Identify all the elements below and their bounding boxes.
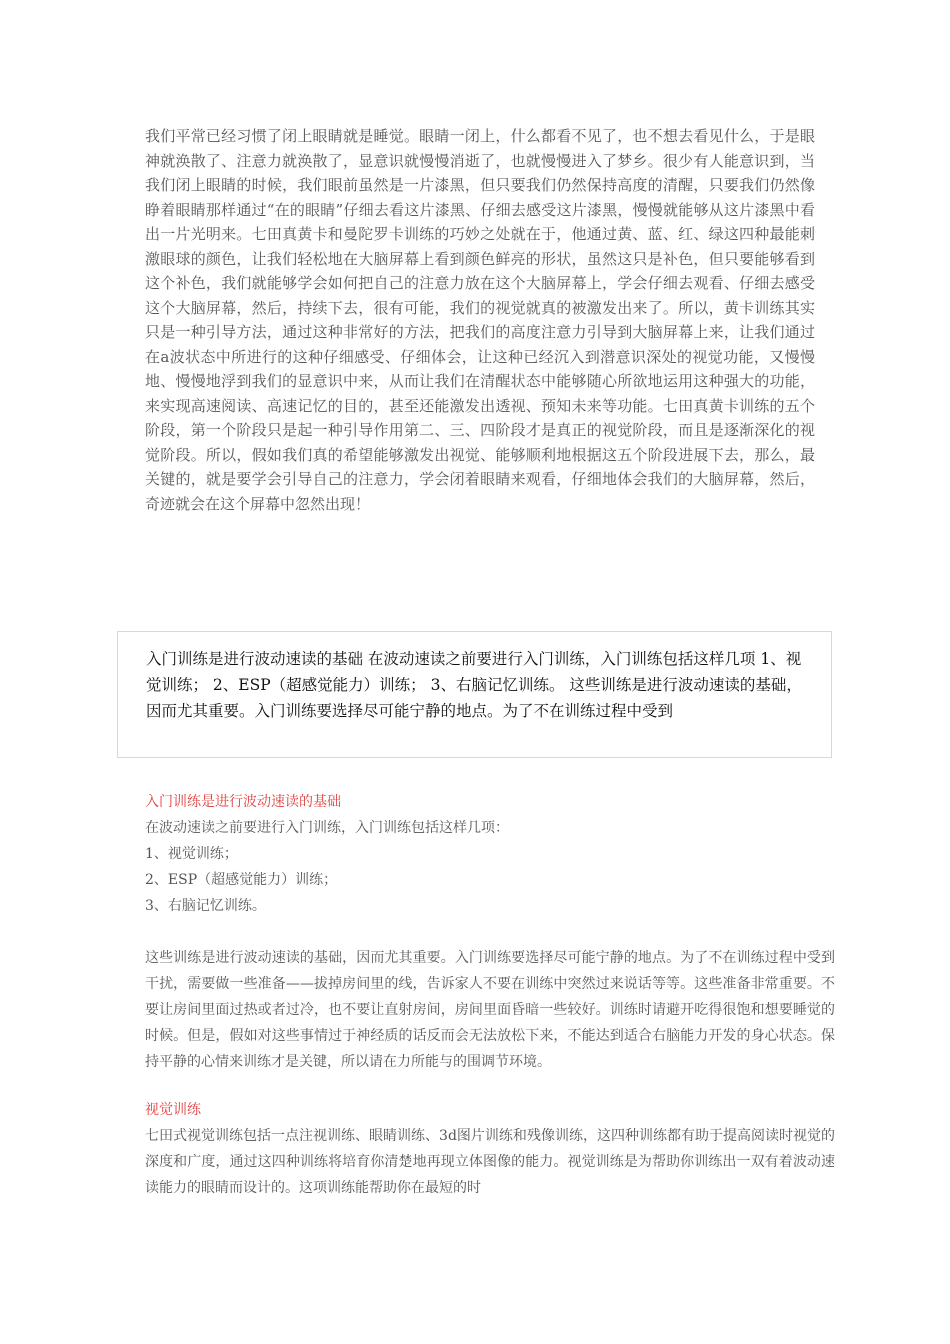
article-body [145,789,835,1201]
intro-paragraph: 我们平常已经习惯了闭上眼睛就是睡觉。眼睛一闭上，什么都看不见了，也不想去看见什么，于是眼神就涣散了、注意力就涣散了，显意识就慢慢消逝了，也就慢慢进入了梦乡。很少有人能意识到，当我们闭上眼睛的时候，我们眼前虽然是一片漆黑，但只要我们仍然保持高度的清醒，只要我们仍然像睁着眼睛那样通过“在的眼睛”仔细去看这片漆黑、仔细去感受这片漆黑，慢慢就能够从这片漆黑中看出一片光明来。七田真黄卡和曼陀罗卡训练的巧妙之处就在于，他通过黄、蓝、红、绿这四种最能刺激眼球的颜色，让我们轻松地在大脑屏幕上看到颜色鲜亮的形状，虽然这只是补色，但只要能够看到这个补色，我们就能够学会如何把自己的注意力放在这个大脑屏幕上，学会仔细去观看、仔细去感受这个大脑屏幕，然后，持续下去，很有可能，我们的视觉就真的被激发出来了。所以，黄卡训练其实只是一种引导方法，通过这种非常好的方法，把我们的高度注意力引导到大脑屏幕上来，让我们通过在a波状态中所进行的这种仔细感受、仔细体会，让这种已经沉入到潜意识深处的视觉功能，又慢慢地、慢慢地浮到我们的显意识中来，从而让我们在清醒状态中能够随心所欲地运用这种强大的功能，来实现高速阅读、高速记忆的目的，甚至还能激发出透视、预知未来等功能。七田真黄卡训练的五个阶段，第一个阶段只是起一种引导作用第二、三、四阶段才是真正的视觉阶段，而且是逐渐深化的视觉阶段。所以，假如我们真的希望能够激发出视觉、能够顺利地根据这五个阶段进展下去，那么，最关键的，就是要学会引导自己的注意力，学会闭着眼睛来观看，仔细地体会我们的大脑屏幕，然后，奇迹就会在这个屏幕中忽然出现！ [145,127,815,513]
list-item: 2、ESP（超感觉能力）训练； [145,872,338,888]
summary-box [117,631,832,758]
section-lead: 在波动速读之前要进行入门训练，入门训练包括这样几项： [145,820,509,836]
summary-text: 入门训练是进行波动速读的基础 在波动速读之前要进行入门训练，入门训练包括这样几项 1、视觉训练； 2、ESP（超感觉能力）训练； 3、右脑记忆训练。 这些训练是进行波动速读的基础，因而尤其重要。入门训练要选择尽可能宁静的地点。为了不在训练过程中受到 [146,650,802,720]
spacer [145,1075,835,1097]
section-paragraph: 七田式视觉训练包括一点注视训练、眼睛训练、3d图片训练和残像训练，这四种训练都有助于提高阅读时视觉的深度和广度，通过这四种训练将培育你清楚地再现立体图像的能力。视觉训练是为帮助你训练出一双有着波动速读能力的眼睛而设计的。这项训练能帮助你在最短的时 [145,1128,835,1196]
list-item: 3、右脑记忆训练。 [145,898,266,914]
section-paragraph: 这些训练是进行波动速读的基础，因而尤其重要。入门训练要选择尽可能宁静的地点。为了不在训练过程中受到干扰，需要做一些准备——拔掉房间里的线，告诉家人不要在训练中突然过来说话等等。这些准备非常重要。不要让房间里面过热或者过冷，也不要让直射房间，房间里面昏暗一些较好。训练时请避开吃得很饱和想要睡觉的时候。但是，假如对这些事情过于神经质的话反而会无法放松下来，不能达到适合右脑能力开发的身心状态。保持平静的心情来训练才是关键，所以请在力所能与的围调节环境。 [145,950,835,1070]
section-title-visual-training: 视觉训练 [145,1102,201,1118]
section-title-intro-training: 入门训练是进行波动速读的基础 [145,794,341,810]
spacer [145,919,835,945]
list-item: 1、视觉训练； [145,846,238,862]
